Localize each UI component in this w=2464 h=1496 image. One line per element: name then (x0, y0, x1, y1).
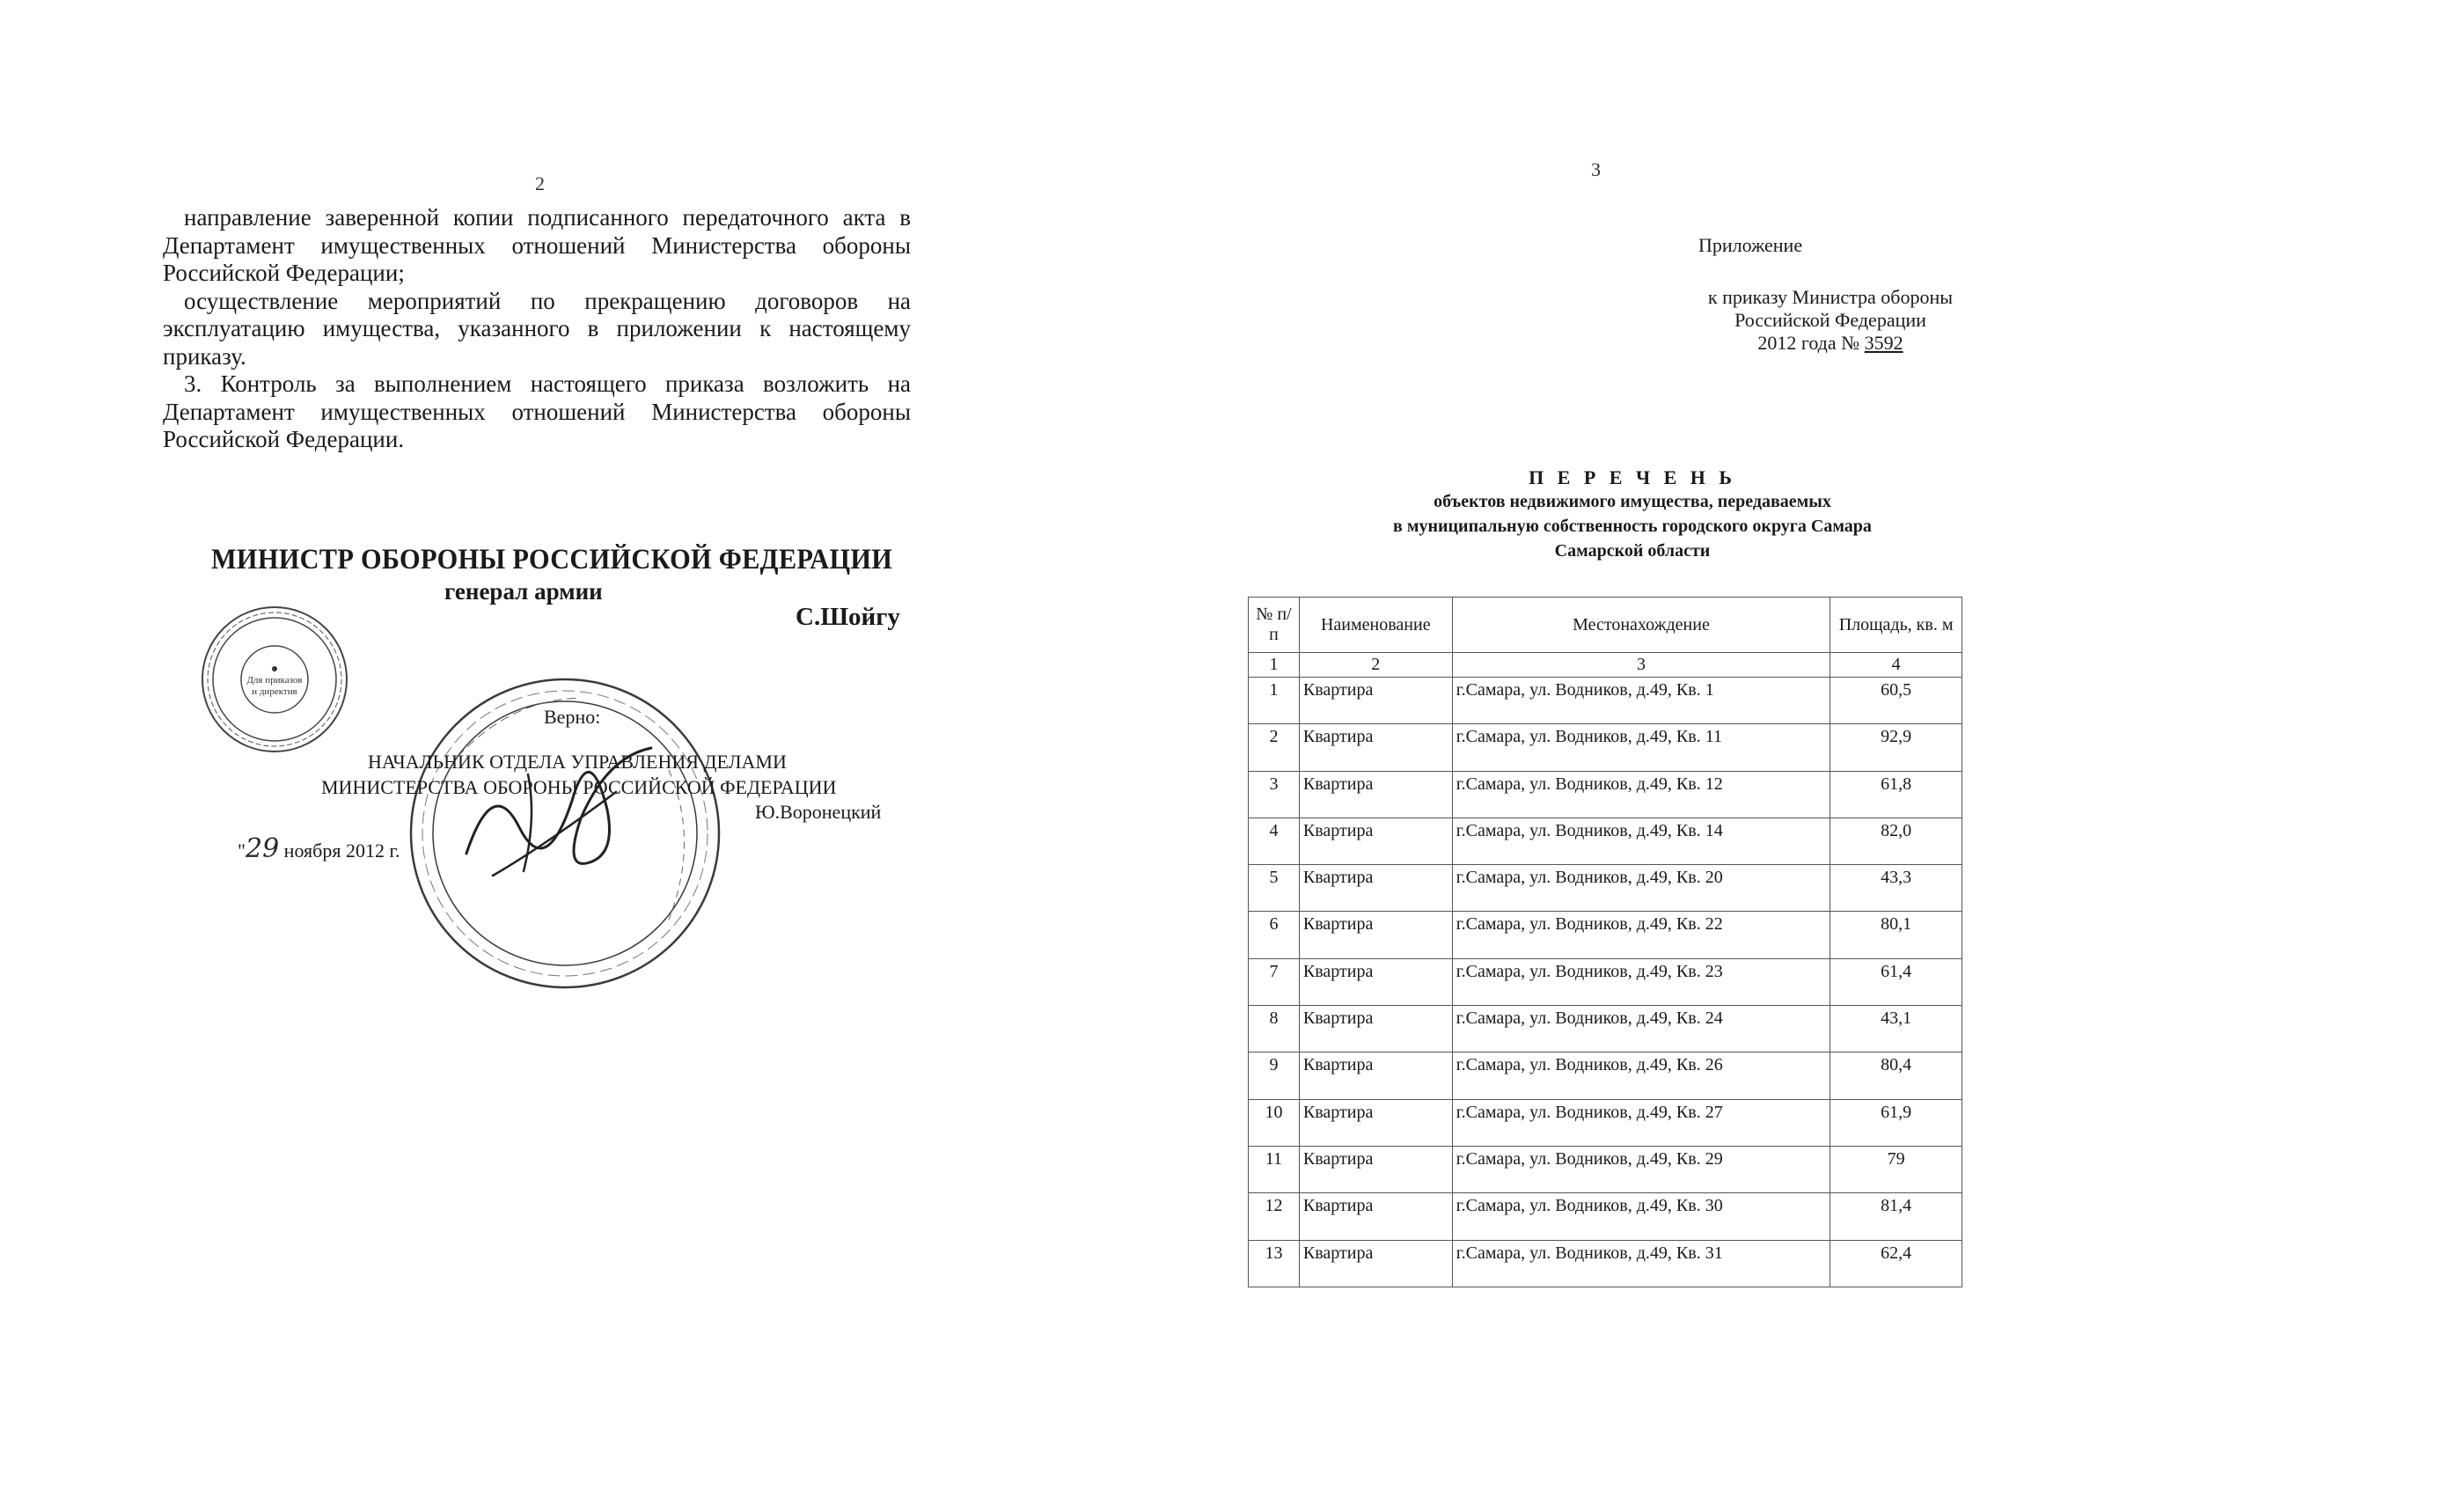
table-row (1249, 1099, 1962, 1146)
certification-date (238, 833, 400, 864)
order-date: 2012 года № (1757, 332, 1865, 354)
column-number: 3 (1452, 653, 1830, 678)
object-name: Квартира (1299, 1099, 1452, 1146)
table-row (1249, 678, 1962, 724)
object-area: 60,5 (1830, 678, 1962, 724)
paragraph: направление заверенной копии подписанного передаточного акта в Департамент имущественных отношений Министерства обороны Российской Федерации; (163, 204, 911, 286)
object-area: 43,1 (1830, 1006, 1962, 1052)
column-number: 1 (1249, 653, 1300, 678)
object-name: Квартира (1299, 771, 1452, 818)
table-header-row (1249, 598, 1962, 653)
certifier-name: Ю.Воронецкий (755, 801, 882, 823)
object-area: 43,3 (1830, 865, 1962, 912)
table-row (1249, 912, 1962, 958)
object-location: г.Самара, ул. Водников, д.49, Кв. 26 (1452, 1052, 1830, 1099)
date-quote: " (238, 840, 246, 862)
object-location: г.Самара, ул. Водников, д.49, Кв. 29 (1452, 1146, 1830, 1192)
page-number: 2 (535, 172, 545, 194)
row-number: 13 (1249, 1240, 1300, 1287)
date-day: 29 (245, 833, 280, 864)
table-row (1249, 1146, 1962, 1192)
object-location: г.Самара, ул. Водников, д.49, Кв. 14 (1452, 818, 1830, 864)
object-area: 80,4 (1830, 1052, 1962, 1099)
table-row (1249, 1240, 1962, 1287)
object-location: г.Самара, ул. Водников, д.49, Кв. 20 (1452, 865, 1830, 912)
object-location: г.Самара, ул. Водников, д.49, Кв. 11 (1452, 724, 1830, 771)
table-row (1249, 771, 1962, 818)
row-number: 10 (1249, 1099, 1300, 1146)
object-location: г.Самара, ул. Водников, д.49, Кв. 1 (1452, 678, 1830, 724)
object-area: 92,9 (1830, 724, 1962, 771)
paragraph: 3. Контроль за выполнением настоящего приказа возложить на Департамент имущественных отношений Министерства обороны Российской Федерации. (163, 370, 911, 452)
list-subtitle: объектов недвижимого имущества, передаваемых (1434, 492, 1831, 511)
table-row (1249, 865, 1962, 912)
column-number: 4 (1830, 653, 1962, 678)
object-location: г.Самара, ул. Водников, д.49, Кв. 12 (1452, 771, 1830, 818)
stamp-text-line: Для приказов (246, 675, 303, 686)
row-number: 12 (1249, 1193, 1300, 1240)
table-row (1249, 818, 1962, 864)
signatory-rank: генерал армии (444, 578, 603, 605)
column-number-row (1249, 653, 1962, 678)
stamp-star-icon (272, 666, 277, 671)
list-title: П Е Р Е Ч Е Н Ь (1529, 466, 1736, 488)
object-area: 61,8 (1830, 771, 1962, 818)
object-area: 61,9 (1830, 1099, 1962, 1146)
object-area: 82,0 (1830, 818, 1962, 864)
object-name: Квартира (1299, 912, 1452, 958)
object-location: г.Самара, ул. Водников, д.49, Кв. 24 (1452, 1006, 1830, 1052)
object-name: Квартира (1299, 1193, 1452, 1240)
object-location: г.Самара, ул. Водников, д.49, Кв. 27 (1452, 1099, 1830, 1146)
handwritten-signature (440, 722, 686, 898)
row-number: 5 (1249, 865, 1300, 912)
annex-line: к приказу Министра обороны (1707, 286, 1954, 308)
certification-label: Верно: (544, 706, 601, 728)
row-number: 3 (1249, 771, 1300, 818)
table-row (1249, 724, 1962, 771)
column-header: Наименование (1299, 598, 1452, 653)
annex-line: Российской Федерации (1734, 309, 1926, 331)
row-number: 1 (1249, 678, 1300, 724)
date-month-year: ноября 2012 г. (279, 840, 400, 862)
list-subtitle: в муниципальную собственность городского округа Самара (1393, 517, 1872, 536)
row-number: 8 (1249, 1006, 1300, 1052)
object-name: Квартира (1299, 958, 1452, 1005)
row-number: 7 (1249, 958, 1300, 1005)
annex-order-line (1663, 332, 1998, 355)
object-area: 61,4 (1830, 958, 1962, 1005)
stamp-text-line: и директив (252, 686, 297, 697)
signatory-title: МИНИСТР ОБОРОНЫ РОССИЙСКОЙ ФЕДЕРАЦИИ (211, 544, 893, 576)
order-body-text (163, 204, 911, 454)
list-heading (1316, 466, 1949, 563)
annex-reference (1663, 286, 1998, 355)
list-subtitle: Самарской области (1554, 541, 1711, 561)
object-name: Квартира (1299, 865, 1452, 912)
signatory-name: С.Шойгу (796, 603, 900, 631)
object-name: Квартира (1299, 724, 1452, 771)
object-name: Квартира (1299, 1240, 1452, 1287)
object-name: Квартира (1299, 1146, 1452, 1192)
paragraph: осуществление мероприятий по прекращению договоров на эксплуатацию имущества, указанного в приложении к настоящему приказу. (163, 287, 911, 370)
column-number: 2 (1299, 653, 1452, 678)
table-row (1249, 958, 1962, 1005)
order-number: 3592 (1864, 332, 1903, 354)
object-name: Квартира (1299, 1052, 1452, 1099)
row-number: 4 (1249, 818, 1300, 864)
annex-label: Приложение (1698, 234, 1803, 256)
column-header: Площадь, кв. м (1830, 598, 1962, 653)
object-location: г.Самара, ул. Водников, д.49, Кв. 22 (1452, 912, 1830, 958)
table-row (1249, 1193, 1962, 1240)
row-number: 6 (1249, 912, 1300, 958)
column-header: Местонахождение (1452, 598, 1830, 653)
page-number: 3 (1591, 158, 1601, 180)
row-number: 9 (1249, 1052, 1300, 1099)
object-location: г.Самара, ул. Водников, д.49, Кв. 23 (1452, 958, 1830, 1005)
row-number: 11 (1249, 1146, 1300, 1192)
table-row (1249, 1006, 1962, 1052)
small-round-stamp (195, 600, 354, 759)
certifier-position: МИНИСТЕРСТВА ОБОРОНЫ РОССИЙСКОЙ ФЕДЕРАЦИИ (321, 776, 837, 798)
certifier-position: НАЧАЛЬНИК ОТДЕЛА УПРАВЛЕНИЯ ДЕЛАМИ (368, 751, 787, 773)
object-location: г.Самара, ул. Водников, д.49, Кв. 31 (1452, 1240, 1830, 1287)
object-location: г.Самара, ул. Водников, д.49, Кв. 30 (1452, 1193, 1830, 1240)
property-table (1248, 597, 1962, 1287)
object-area: 80,1 (1830, 912, 1962, 958)
object-area: 81,4 (1830, 1193, 1962, 1240)
object-area: 62,4 (1830, 1240, 1962, 1287)
row-number: 2 (1249, 724, 1300, 771)
table-row (1249, 1052, 1962, 1099)
object-name: Квартира (1299, 1006, 1452, 1052)
object-name: Квартира (1299, 678, 1452, 724)
object-area: 79 (1830, 1146, 1962, 1192)
column-header: № п/п (1249, 598, 1300, 653)
object-name: Квартира (1299, 818, 1452, 864)
